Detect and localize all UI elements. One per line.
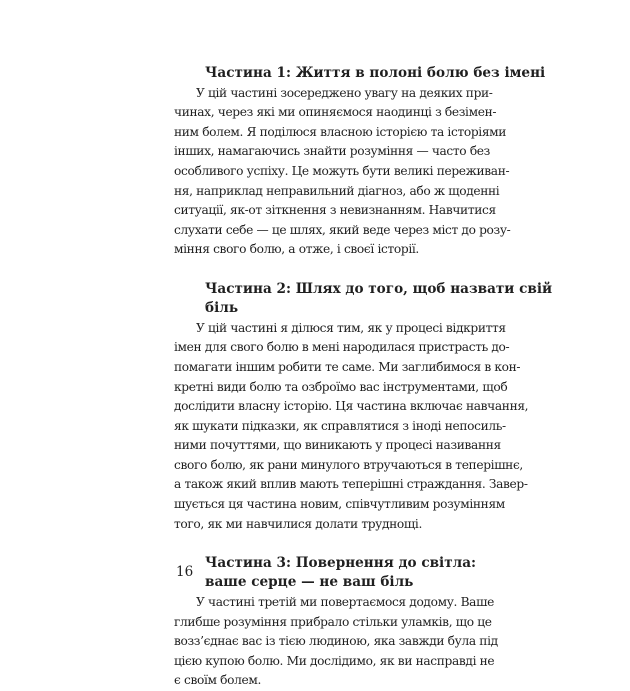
- paragraph-line: ним болем. Я поділюся власною історією та історіями: [174, 124, 507, 139]
- heading-line: біль: [205, 300, 239, 317]
- section-heading-3: [174, 554, 477, 593]
- section-gap: [174, 534, 470, 554]
- paragraph-line: возз’єднає вас із тією людиною, яка завжди була під: [174, 634, 498, 649]
- paragraph-line: кретні види болю та озброїмо вас інструментами, щоб: [174, 379, 508, 394]
- paragraph-line: У цій частині зосереджено увагу на деяких при-: [196, 85, 493, 100]
- paragraph-line: глибше розуміння прибрало стільки уламків, що це: [174, 614, 492, 629]
- section-body-1: [174, 84, 511, 260]
- paragraph-line: ня, наприклад неправильний діагноз, або ж щоденні: [174, 183, 500, 198]
- paragraph-line: слухати себе — це шлях, який веде через міст до розу-: [174, 222, 511, 237]
- paragraph-line: ситуації, як-от зіткнення з невизнанням. Навчитися: [174, 203, 496, 218]
- paragraph-line: ними почуттями, що виникають у процесі називання: [174, 438, 501, 453]
- section-gap: [174, 260, 470, 280]
- paragraph-line: інших, намагаючись знайти розуміння — часто без: [174, 144, 490, 159]
- paragraph-line: особливого успіху. Це можуть бути великі переживан-: [174, 163, 510, 178]
- section-body-2: [174, 319, 529, 535]
- paragraph-line: імен для свого болю в мені народилася пристрасть до-: [174, 340, 510, 355]
- paragraph-line: дослідити власну історію. Ця частина включає навчання,: [174, 399, 529, 414]
- paragraph-line: шується ця частина новим, співчутливим розумінням: [174, 497, 505, 512]
- paragraph-line: міння свого болю, а отже, і своєї історії.: [174, 242, 419, 257]
- paragraph-line: а також який вплив мають теперішні страждання. Завер-: [174, 477, 528, 492]
- heading-line: Частина 1: Життя в полоні болю без імені: [205, 65, 546, 81]
- paragraph-line: У цій частині я ділюся тим, як у процесі відкриття: [196, 320, 506, 335]
- section-body-3: [174, 593, 498, 691]
- heading-line: ваше серце — не ваш біль: [205, 574, 414, 591]
- paragraph-line: У частині третій ми повертаємося додому. Ваше: [196, 595, 494, 610]
- paragraph-line: того, як ми навчилися долати труднощі.: [174, 516, 422, 531]
- page-number: 16: [176, 564, 194, 580]
- paragraph-line: є своїм болем.: [174, 673, 262, 688]
- paragraph-line: помагати іншим робити те саме. Ми заглибимося в кон-: [174, 359, 521, 374]
- heading-line: Частина 3: Повернення до світла:: [205, 554, 477, 571]
- section-heading-1: [174, 64, 546, 84]
- paragraph-line: чинах, через які ми опиняємося наодинці з безімен-: [174, 105, 497, 120]
- heading-line: Частина 2: Шлях до того, щоб назвати свій: [205, 280, 553, 297]
- paragraph-line: як шукати підказки, як справлятися з іноді непосиль-: [174, 418, 506, 433]
- section-heading-2: [174, 280, 553, 319]
- paragraph-line: свого болю, як рани минулого втручаються в теперішнє,: [174, 457, 523, 472]
- paragraph-line: цією купою болю. Ми дослідимо, як ви насправді не: [174, 653, 495, 668]
- text-column: [174, 64, 553, 691]
